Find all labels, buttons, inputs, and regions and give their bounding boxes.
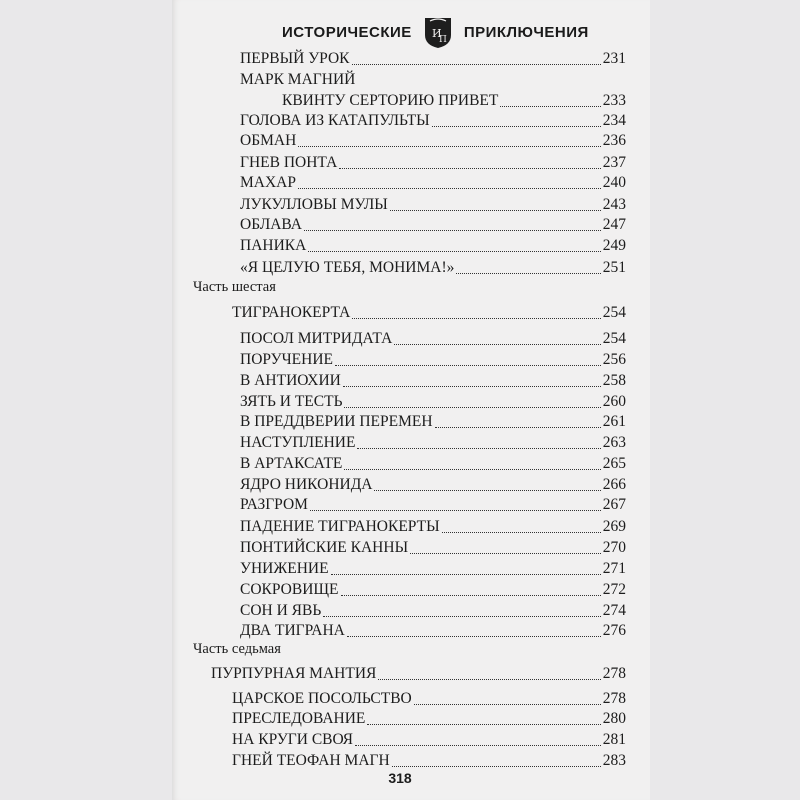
toc-title: В АРТАКСАТЕ [240,455,343,472]
toc-title: В АНТИОХИИ [240,372,341,389]
toc-title: ТИГРАНОКЕРТА [232,304,351,321]
toc-leader-dots [378,678,600,680]
toc-entry [240,233,626,255]
toc-page: 247 [602,216,626,233]
toc-title: ГНЕЙ ТЕОФАН МАГН [232,752,390,769]
toc-page: 269 [602,518,626,535]
toc-entry [282,88,626,110]
toc-entry [240,598,626,620]
toc-page: 233 [602,92,626,109]
toc-page: 281 [602,731,626,748]
toc-page: 236 [602,132,626,149]
toc-entry [240,212,626,234]
toc-page: 243 [602,196,626,213]
toc-title: ПОРУЧЕНИЕ [240,351,333,368]
toc-leader-dots [442,531,601,533]
series-logo-icon [422,15,454,49]
toc-entry [240,326,626,348]
toc-entry [240,150,626,172]
toc-title: ДВА ТИГРАНА [240,622,345,639]
toc-entry [240,46,626,68]
toc-leader-dots [347,635,601,637]
toc-page: 231 [602,50,626,67]
toc-leader-dots [352,63,601,65]
toc-title: ЯДРО НИКОНИДА [240,476,373,493]
toc-leader-dots [323,615,601,617]
toc-title: УНИЖЕНИЕ [240,560,329,577]
toc-page: 256 [602,351,626,368]
toc-leader-dots [355,744,601,746]
toc-entry [240,451,626,473]
toc-title: ПОСОЛ МИТРИДАТА [240,330,393,347]
toc-page: 261 [602,413,626,430]
toc-leader-dots [432,125,601,127]
bleed-through-text [655,40,795,780]
toc-title: СОН И ЯВЬ [240,602,322,619]
toc-title: «Я ЦЕЛУЮ ТЕБЯ, МОНИМА!» [240,259,455,276]
toc-entry [240,192,626,214]
toc-leader-dots [367,723,600,725]
toc-page: 278 [602,665,626,682]
toc-title: КВИНТУ СЕРТОРИЮ ПРИВЕТ [282,92,499,109]
toc-title: РАЗГРОМ [240,496,308,513]
part-heading: Часть шестая [193,279,276,295]
series-title-left: ИСТОРИЧЕСКИЕ [282,23,412,41]
toc-title: ПОНТИЙСКИЕ КАННЫ [240,539,409,556]
toc-leader-dots [339,167,600,169]
toc-page: 251 [602,259,626,276]
toc-entry [240,368,626,390]
toc-page: 272 [602,581,626,598]
toc-title: ГОЛОВА ИЗ КАТАПУЛЬТЫ [240,112,430,129]
toc-page: 254 [602,304,626,321]
toc-entry [232,748,626,770]
toc-leader-dots [456,272,600,274]
toc-page: 266 [602,476,626,493]
page-number: 318 [388,770,412,786]
toc-section [211,661,626,683]
toc-entry [232,706,626,728]
toc-title: НАСТУПЛЕНИЕ [240,434,356,451]
part-heading: Часть седьмая [193,641,281,657]
toc-page: 274 [602,602,626,619]
toc-title: ПАНИКА [240,237,307,254]
toc-leader-dots [310,509,601,511]
toc-title: ПУРПУРНАЯ МАНТИЯ [211,665,377,682]
toc-title: МАХАР [240,174,296,191]
toc-entry [240,535,626,557]
toc-leader-dots [304,229,601,231]
toc-page: 254 [602,330,626,347]
toc-leader-dots [500,105,600,107]
toc-entry [240,472,626,494]
toc-title: В ПРЕДДВЕРИИ ПЕРЕМЕН [240,413,433,430]
toc-leader-dots [390,209,601,211]
toc-leader-dots [414,703,601,705]
toc-leader-dots [298,145,600,147]
toc-title: ГНЕВ ПОНТА [240,154,338,171]
toc-title: ЦАРСКОЕ ПОСОЛЬСТВО [232,690,412,707]
toc-entry [240,618,626,640]
toc-leader-dots [331,573,601,575]
toc-title: ОБЛАВА [240,216,302,233]
logo-letter-2: П [438,35,447,45]
toc-title: МАРК МАГНИЙ [240,71,356,88]
toc-entry [240,347,626,369]
toc-page: 271 [602,560,626,577]
toc-title: ЛУКУЛЛОВЫ МУЛЫ [240,196,388,213]
toc-entry [240,430,626,452]
toc-page: 267 [602,496,626,513]
toc-leader-dots [341,594,601,596]
toc-page: 260 [602,393,626,410]
toc-entry [240,128,626,150]
toc-title: ОБМАН [240,132,297,149]
toc-page: 280 [602,710,626,727]
logo-letter-1: И [431,27,442,40]
toc-entry [232,686,626,708]
toc-page: 276 [602,622,626,639]
toc-page: 283 [602,752,626,769]
toc-entry [240,389,626,411]
toc-title: ПРЕСЛЕДОВАНИЕ [232,710,366,727]
toc-entry [240,577,626,599]
toc-leader-dots [308,250,600,252]
toc-page: 237 [602,154,626,171]
toc-entry [240,170,626,192]
toc-leader-dots [298,187,601,189]
toc-section [232,300,626,322]
toc-entry [240,556,626,578]
toc-leader-dots [392,765,601,767]
toc-title: СОКРОВИЩЕ [240,581,339,598]
toc-page: 234 [602,112,626,129]
toc-entry [240,108,626,130]
toc-page: 265 [602,455,626,472]
toc-title: ПАДЕНИЕ ТИГРАНОКЕРТЫ [240,518,440,535]
series-title-right: ПРИКЛЮЧЕНИЯ [463,23,589,41]
toc-page: 249 [602,237,626,254]
toc-entry [240,409,626,431]
series-header [282,14,662,50]
toc-page: 258 [602,372,626,389]
toc-entry [240,492,626,514]
toc-page: 263 [602,434,626,451]
toc-entry [240,514,626,536]
toc-leader-dots [335,364,601,366]
toc-page: 270 [602,539,626,556]
toc-page: 240 [602,174,626,191]
toc-leader-dots [357,447,600,449]
toc-leader-dots [344,468,600,470]
toc-entry [240,67,626,89]
toc-title: ЗЯТЬ И ТЕСТЬ [240,393,343,410]
toc-title: ПЕРВЫЙ УРОК [240,50,350,67]
toc-leader-dots [352,317,600,319]
toc-entry [232,727,626,749]
toc-leader-dots [410,552,601,554]
toc-leader-dots [394,343,600,345]
toc-entry [240,255,626,277]
toc-page: 278 [602,690,626,707]
toc-leader-dots [343,385,601,387]
toc-leader-dots [344,406,600,408]
toc-title: НА КРУГИ СВОЯ [232,731,353,748]
toc-leader-dots [374,489,600,491]
toc-leader-dots [435,426,601,428]
